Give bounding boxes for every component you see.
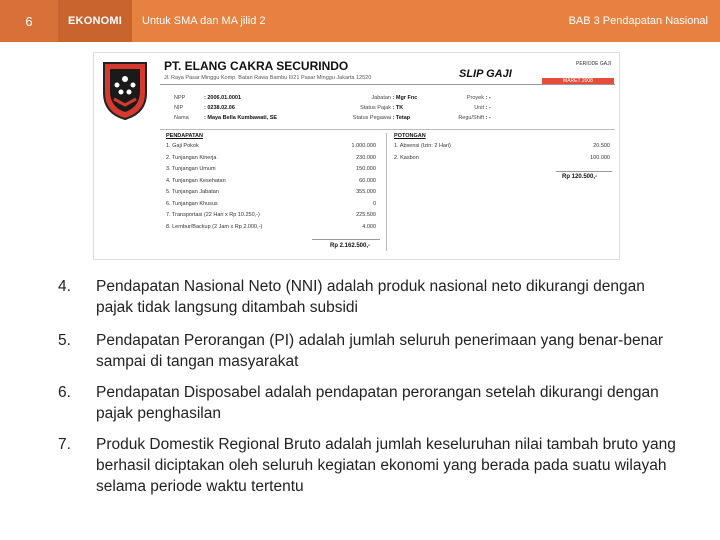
pendapatan-heading: PENDAPATAN [166,133,203,139]
salary-slip-image [93,52,620,260]
pendapatan-item-amount: 4.000 [362,223,376,230]
list-number: 7. [58,436,71,453]
list-number: 4. [58,278,71,295]
company-address: Jl. Raya Pasar Minggu Komp. Batan Rawa Bambu II/21 Pasar Minggu Jakarta 12520 [164,75,372,81]
info-status-pegawai: Status Pegawai : Tetap [352,115,411,121]
periode-label: PERIODE GAJI [576,61,612,67]
info-status-pajak: Status Pajak : TK [360,105,404,111]
info-unit: Unit : - [474,105,491,111]
column-divider [386,133,387,251]
chapter-title: BAB 3 Pendapatan Nasional [568,15,708,27]
pendapatan-item-amount: 230.000 [356,154,376,161]
pendapatan-item-label: 5. Tunjangan Jabatan [166,189,219,195]
info-regu: Regu/Shift : - [458,115,491,121]
book-title: Untuk SMA dan MA jilid 2 [142,15,266,27]
list-text: Pendapatan Nasional Neto (NNI) adalah produk nasional neto dikurangi dengan pajak tidak langsung ditambah subsidi [96,278,645,316]
pendapatan-item-label: 2. Tunjangan Kinerja [166,154,217,161]
list-text: Produk Domestik Regional Bruto adalah jumlah keseluruhan nilai tambah bruto yang berhasil diciptakan oleh seluruh kegiatan ekonomi yang berada pada suatu wilayah selama periode waktu tertentu [96,436,676,495]
info-proyek: Proyek : - [466,95,491,101]
divider [160,129,615,130]
list-text: Pendapatan Disposabel adalah pendapatan perorangan setelah dikurangi dengan pajak penghasilan [96,384,659,422]
divider [160,84,615,85]
pendapatan-item-label: 8. Lembur/Backup (2 Jam x Rp 2.000,-) [166,223,263,230]
page-number: 6 [0,0,58,42]
total-rule [556,171,612,172]
potongan-item-amount: 20.500 [593,143,610,149]
potongan-heading: POTONGAN [394,133,426,139]
info-nama: Nama : Maya Bella Kumbawati, SE [174,115,278,121]
page-header [0,0,720,42]
pendapatan-item-label: 3. Tunjangan Umum [166,166,216,172]
info-npp: NPP : 2006.01.0001 [174,95,242,101]
slip-title: SLIP GAJI [459,68,512,80]
pendapatan-item-label: 1. Gaji Pokok [166,143,199,149]
pendapatan-item-amount: 225.500 [356,212,376,218]
info-nip: NIP : 0238.02.06 [174,105,235,111]
list-number: 6. [58,384,71,401]
pendapatan-item-label: 6. Tunjangan Khusus [166,200,218,207]
list-number: 5. [58,332,71,349]
potongan-item-label: 1. Absensi (Izin: 2 Hari) [394,143,451,149]
periode-value: MARET 2008 [542,78,614,85]
pendapatan-item-amount: 355.000 [356,189,376,195]
potongan-total: Rp 120.500,- [562,174,598,180]
pendapatan-item-amount: 60.000 [359,177,376,184]
total-rule [312,239,380,240]
pendapatan-total: Rp 2.162.500,- [330,243,371,249]
list-text: Pendapatan Perorangan (PI) adalah jumlah seluruh penerimaan yang benar-benar sampai di tangan masyarakat [96,332,663,370]
company-name: PT. ELANG CAKRA SECURINDO [164,59,349,73]
employee-info [94,91,619,127]
pendapatan-item-amount: 150.000 [356,166,376,172]
potongan-item-label: 2. Kasbon [394,154,419,161]
potongan-item-amount: 100.000 [590,154,610,161]
section-label: EKONOMI [58,0,132,42]
pendapatan-item-amount: 1.000.000 [351,143,376,149]
pendapatan-item-amount: 0 [372,200,376,207]
pendapatan-item-label: 7. Transportasi (22 Hari x Rp 10.250,-) [166,212,260,218]
pendapatan-item-label: 4. Tunjangan Kesehatan [166,177,226,184]
info-jabatan: Jabatan : Mgr Fnc [371,95,418,101]
